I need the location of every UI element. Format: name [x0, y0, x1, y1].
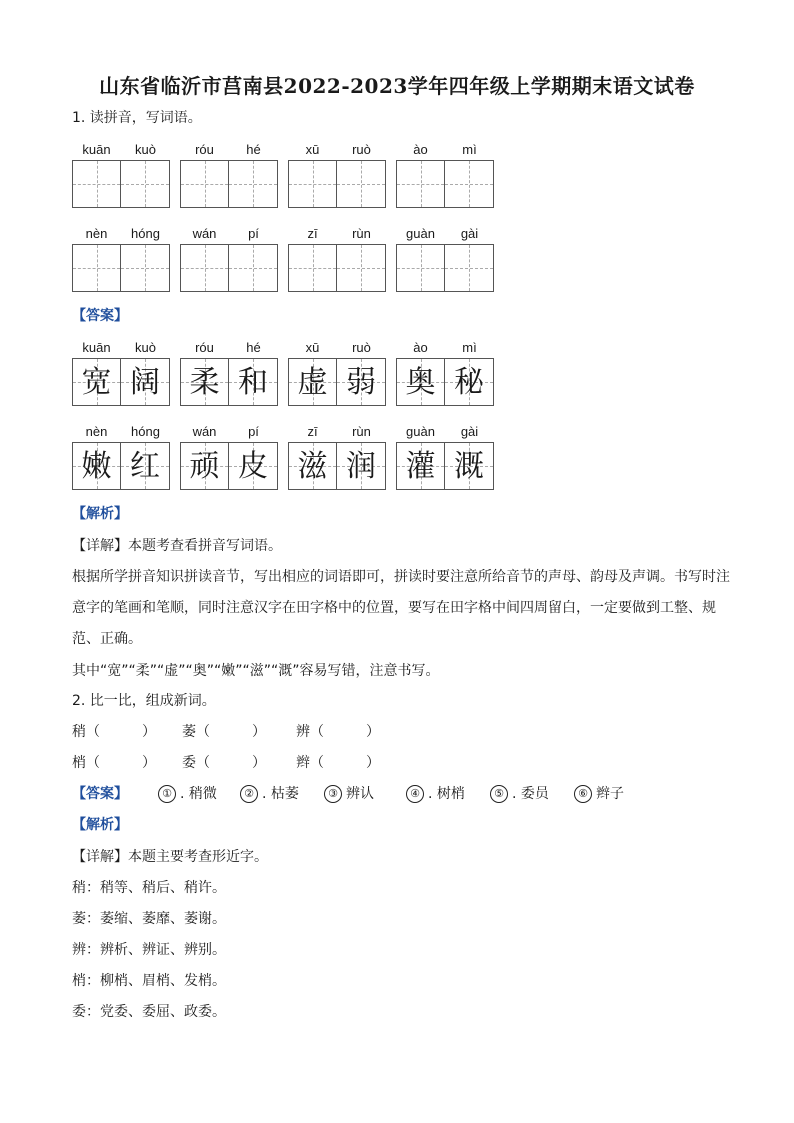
tianzige-box: [288, 358, 337, 406]
pinyin: nèn: [85, 424, 108, 439]
hanzi: 奥: [405, 365, 436, 400]
tianzige-box[interactable]: [180, 160, 229, 208]
circled-number: ①: [158, 785, 176, 803]
pinyin: xū: [305, 142, 320, 157]
word-grid: [72, 340, 170, 410]
pinyin: ào: [413, 340, 428, 355]
word-grid: [396, 424, 494, 494]
pinyin: zī: [307, 424, 318, 439]
hanzi: 宽: [81, 365, 112, 400]
word-grid: [288, 226, 386, 296]
compare-item: 萎（ ）: [182, 724, 266, 740]
tianzige-box: [180, 442, 229, 490]
tianzige-box: [396, 442, 445, 490]
hanzi: 秘: [454, 365, 484, 400]
hanzi: 嫩: [81, 449, 112, 484]
tianzige-box: [121, 358, 170, 406]
q1-answer-row-2: [72, 424, 502, 494]
tianzige-box[interactable]: [229, 244, 278, 292]
pinyin: nèn: [85, 226, 108, 241]
q1-blank-row-2: [72, 226, 502, 296]
tianzige-box[interactable]: [396, 160, 445, 208]
tianzige-box: [121, 442, 170, 490]
pinyin: ruò: [352, 340, 371, 355]
pinyin: gài: [460, 424, 479, 439]
tianzige-box[interactable]: [396, 244, 445, 292]
analysis-line: 委：党委、委屈、政委。: [72, 1004, 226, 1020]
hanzi: 柔: [189, 365, 220, 400]
word-grid: [288, 142, 386, 212]
q1-blank-row-1: [72, 142, 502, 212]
pinyin: xū: [305, 340, 320, 355]
analysis-line: 萎：萎缩、萎靡、萎谢。: [72, 911, 226, 927]
pinyin: gài: [460, 226, 479, 241]
analysis-tag: 【解析】: [72, 506, 128, 522]
page-title: 山东省临沂市莒南县2022-2023学年四年级上学期期末语文试卷: [99, 74, 695, 98]
tianzige-box[interactable]: [229, 160, 278, 208]
pinyin: mì: [462, 142, 477, 157]
analysis-paragraph: 根据所学拼音知识拼读音节，写出相应的词语即可，拼读时要注意所给音节的声母、韵母及声调。书写时注意字的笔画和笔顺，同时注意汉字在田字格中的位置，要写在田字格中间四周留白，一定要做到工整、规范、正确。: [72, 569, 730, 647]
pinyin: wán: [192, 424, 217, 439]
tianzige-box[interactable]: [72, 160, 121, 208]
word-grid: [72, 424, 170, 494]
analysis-note: 其中“宽”“柔”“虚”“奥”“嫩”“滋”“溉”容易写错，注意书写。: [72, 663, 440, 679]
pinyin: hé: [246, 340, 261, 355]
tianzige-box[interactable]: [337, 160, 386, 208]
compare-item: 委（ ）: [182, 755, 266, 771]
pinyin: hóng: [131, 424, 160, 439]
tianzige-box: [72, 358, 121, 406]
hanzi: 滋: [297, 449, 328, 484]
tianzige-box: [337, 442, 386, 490]
hanzi: 顽: [189, 449, 220, 484]
tianzige-box: [445, 442, 494, 490]
hanzi: 虚: [297, 365, 328, 400]
tianzige-box: [445, 358, 494, 406]
question-1-prompt: 1. 读拼音，写词语。: [72, 110, 202, 126]
circled-number: ⑥: [574, 785, 592, 803]
tianzige-box[interactable]: [337, 244, 386, 292]
answer-item: [324, 784, 374, 804]
pinyin: hóng: [131, 226, 160, 241]
pinyin: guàn: [406, 424, 435, 439]
pinyin: wán: [192, 226, 217, 241]
pinyin: pí: [248, 424, 259, 439]
tianzige-box: [229, 442, 278, 490]
answer-item: [240, 784, 299, 804]
hanzi: 润: [346, 449, 376, 484]
word-grid: [180, 226, 278, 296]
tianzige-box[interactable]: [445, 160, 494, 208]
tianzige-box[interactable]: [180, 244, 229, 292]
word-grid: [288, 340, 386, 410]
q1-answer-row-1: [72, 340, 502, 410]
answer-tag: 【答案】: [72, 786, 128, 802]
pinyin: róu: [195, 142, 214, 157]
pinyin: kuān: [82, 142, 111, 157]
answer-text: . 委员: [512, 786, 549, 802]
word-grid: [72, 142, 170, 212]
compare-item: 辫（ ）: [296, 755, 380, 771]
detail-line: 【详解】本题考查看拼音写词语。: [72, 538, 282, 554]
hanzi: 皮: [238, 449, 268, 484]
word-grid: [396, 340, 494, 410]
detail-line: 【详解】本题主要考查形近字。: [72, 849, 268, 865]
tianzige-box: [180, 358, 229, 406]
compare-item: 辨（ ）: [296, 724, 380, 740]
word-grid: [180, 142, 278, 212]
pinyin: rùn: [352, 424, 371, 439]
tianzige-box[interactable]: [121, 160, 170, 208]
word-grid: [180, 424, 278, 494]
word-grid: [288, 424, 386, 494]
pinyin: rùn: [352, 226, 371, 241]
tianzige-box[interactable]: [445, 244, 494, 292]
tianzige-box: [396, 358, 445, 406]
tianzige-box[interactable]: [72, 244, 121, 292]
question-2-prompt: 2. 比一比，组成新词。: [72, 693, 216, 709]
answer-list: [158, 784, 678, 804]
answer-text: . 枯萎: [262, 786, 299, 802]
pinyin: zī: [307, 226, 318, 241]
tianzige-box: [337, 358, 386, 406]
circled-number: ③: [324, 785, 342, 803]
tianzige-box: [288, 442, 337, 490]
tianzige-box[interactable]: [288, 244, 337, 292]
word-grid: [396, 142, 494, 212]
circled-number: ⑤: [490, 785, 508, 803]
analysis-tag: 【解析】: [72, 817, 128, 833]
pinyin: ào: [413, 142, 428, 157]
answer-item: [574, 784, 624, 804]
word-grid: [396, 226, 494, 296]
hanzi: 阔: [130, 365, 160, 400]
hanzi: 和: [238, 365, 268, 400]
pinyin: mì: [462, 340, 477, 355]
pinyin: guàn: [406, 226, 435, 241]
hanzi: 溉: [454, 449, 484, 484]
pinyin: hé: [246, 142, 261, 157]
analysis-line: 辨：辨析、辨证、辨别。: [72, 942, 226, 958]
answer-text: . 稍微: [180, 786, 217, 802]
tianzige-box: [72, 442, 121, 490]
answer-item: [490, 784, 549, 804]
word-grid: [180, 340, 278, 410]
tianzige-box: [229, 358, 278, 406]
word-grid: [72, 226, 170, 296]
pinyin: kuò: [135, 142, 156, 157]
pinyin: kuān: [82, 340, 111, 355]
compare-item: 稍（ ）: [72, 724, 156, 740]
tianzige-box[interactable]: [288, 160, 337, 208]
pinyin: kuò: [135, 340, 156, 355]
pinyin: pí: [248, 226, 259, 241]
hanzi: 灌: [405, 449, 436, 484]
answer-text: 辫子: [596, 786, 624, 802]
hanzi: 弱: [346, 365, 376, 400]
circled-number: ④: [406, 785, 424, 803]
answer-item: [158, 784, 217, 804]
pinyin: róu: [195, 340, 214, 355]
answer-item: [406, 784, 465, 804]
compare-item: 梢（ ）: [72, 755, 156, 771]
analysis-line: 稍：稍等、稍后、稍许。: [72, 880, 226, 896]
circled-number: ②: [240, 785, 258, 803]
answer-text: 辨认: [346, 786, 374, 802]
analysis-line: 梢：柳梢、眉梢、发梢。: [72, 973, 226, 989]
pinyin: ruò: [352, 142, 371, 157]
answer-text: . 树梢: [428, 786, 465, 802]
hanzi: 红: [130, 449, 160, 484]
tianzige-box[interactable]: [121, 244, 170, 292]
answer-tag: 【答案】: [72, 308, 128, 324]
